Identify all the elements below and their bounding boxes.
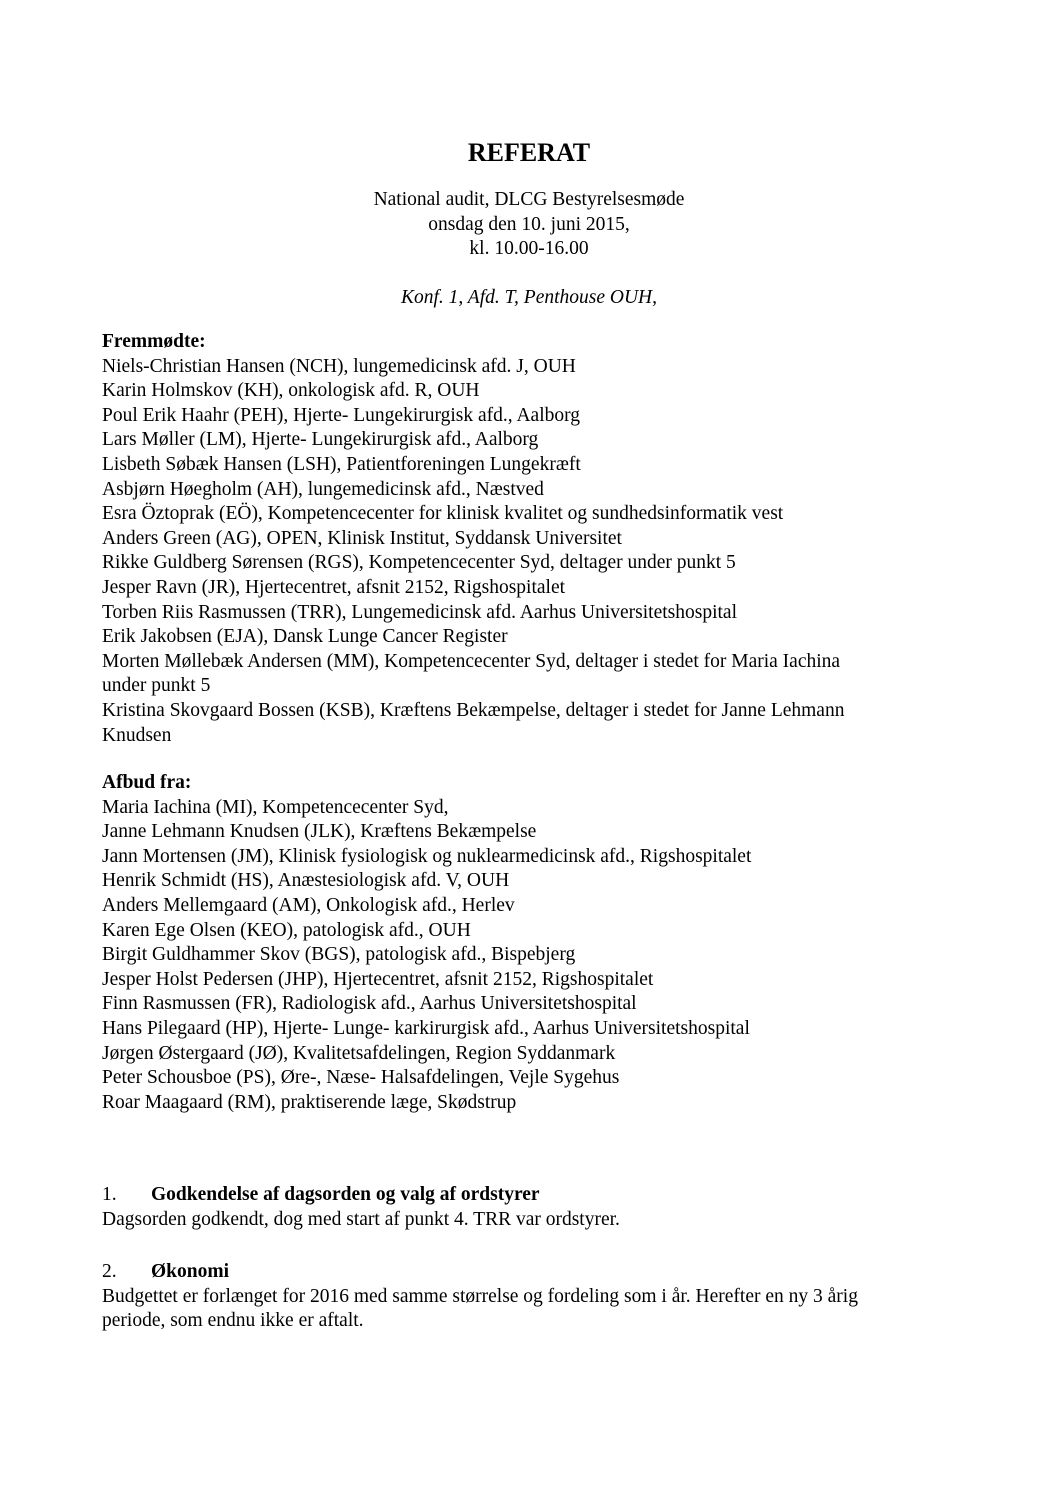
absent-line: Finn Rasmussen (FR), Radiologisk afd., Aarhus Universitetshospital bbox=[102, 993, 637, 1015]
agenda-number: 1. bbox=[102, 1184, 117, 1205]
absent-line: Jann Mortensen (JM), Klinisk fysiologisk og nuklearmedicinsk afd., Rigshospitalet bbox=[102, 845, 752, 867]
attendee-line: Lisbeth Søbæk Hansen (LSH), Patientforeningen Lungekræft bbox=[102, 453, 581, 475]
attendee-line: Niels-Christian Hansen (NCH), lungemedicinsk afd. J, OUH bbox=[102, 355, 576, 377]
absent-line: Peter Schousboe (PS), Øre-, Næse- Halsafdelingen, Vejle Sygehus bbox=[102, 1067, 620, 1089]
meeting-info bbox=[0, 188, 1058, 262]
attendee-line: Anders Green (AG), OPEN, Klinisk Institut, Syddansk Universitet bbox=[102, 527, 622, 549]
meeting-line: kl. 10.00-16.00 bbox=[469, 238, 589, 260]
agenda-title: Økonomi bbox=[151, 1261, 230, 1282]
attendee-line: under punkt 5 bbox=[102, 675, 211, 697]
absent-line: Janne Lehmann Knudsen (JLK), Kræftens Bekæmpelse bbox=[102, 821, 537, 843]
agenda-body-line: Dagsorden godkendt, dog med start af punkt 4. TRR var ordstyrer. bbox=[102, 1208, 620, 1230]
absent-line: Jesper Holst Pedersen (JHP), Hjertecentret, afsnit 2152, Rigshospitalet bbox=[102, 968, 654, 990]
attendee-line: Morten Møllebæk Andersen (MM), Kompetencecenter Syd, deltager i stedet for Maria Iachina bbox=[102, 650, 841, 672]
attendee-line: Asbjørn Høegholm (AH), lungemedicinsk afd., Næstved bbox=[102, 478, 544, 500]
absent-line: Birgit Guldhammer Skov (BGS), patologisk afd., Bispebjerg bbox=[102, 944, 576, 966]
attendee-line: Esra Öztoprak (EÖ), Kompetencecenter for klinisk kvalitet og sundhedsinformatik vest bbox=[102, 503, 784, 525]
absent-line: Hans Pilegaard (HP), Hjerte- Lunge- karkirurgisk afd., Aarhus Universitetshospital bbox=[102, 1017, 750, 1039]
absent-line: Jørgen Østergaard (JØ), Kvalitetsafdelingen, Region Syddanmark bbox=[102, 1042, 616, 1064]
agenda-number: 2. bbox=[102, 1261, 117, 1282]
attendee-line: Kristina Skovgaard Bossen (KSB), Kræftens Bekæmpelse, deltager i stedet for Janne Lehmann bbox=[102, 699, 845, 721]
attendee-line: Jesper Ravn (JR), Hjertecentret, afsnit 2152, Rigshospitalet bbox=[102, 576, 566, 598]
agenda-heading bbox=[102, 1183, 942, 1208]
absent-line: Henrik Schmidt (HS), Anæstesiologisk afd. V, OUH bbox=[102, 870, 510, 892]
attendee-line: Lars Møller (LM), Hjerte- Lungekirurgisk afd., Aalborg bbox=[102, 429, 539, 451]
absent-line: Roar Maagaard (RM), praktiserende læge, Skødstrup bbox=[102, 1091, 517, 1113]
attendees-section bbox=[102, 330, 942, 748]
attendee-line: Poul Erik Haahr (PEH), Hjerte- Lungekirurgisk afd., Aalborg bbox=[102, 404, 581, 426]
document-title: REFERAT bbox=[467, 138, 591, 167]
meeting-line: onsdag den 10. juni 2015, bbox=[428, 213, 630, 235]
absent-section bbox=[102, 771, 942, 1115]
absent-heading: Afbud fra: bbox=[102, 772, 192, 793]
attendee-line: Knudsen bbox=[102, 724, 172, 746]
agenda-body-line: periode, som endnu ikke er aftalt. bbox=[102, 1310, 364, 1332]
agenda-item-2 bbox=[102, 1260, 942, 1334]
meeting-line: National audit, DLCG Bestyrelsesmøde bbox=[373, 189, 685, 210]
absent-line: Anders Mellemgaard (AM), Onkologisk afd., Herlev bbox=[102, 894, 515, 916]
attendees-heading: Fremmødte: bbox=[102, 331, 206, 352]
attendee-line: Torben Riis Rasmussen (TRR), Lungemedicinsk afd. Aarhus Universitetshospital bbox=[102, 601, 738, 623]
absent-line: Karen Ege Olsen (KEO), patologisk afd., OUH bbox=[102, 919, 471, 941]
agenda-title: Godkendelse af dagsorden og valg af ordstyrer bbox=[151, 1184, 540, 1205]
attendee-line: Rikke Guldberg Sørensen (RGS), Kompetencecenter Syd, deltager under punkt 5 bbox=[102, 552, 736, 574]
attendee-line: Erik Jakobsen (EJA), Dansk Lunge Cancer Register bbox=[102, 626, 508, 648]
absent-line: Maria Iachina (MI), Kompetencecenter Syd, bbox=[102, 796, 449, 818]
attendee-line: Karin Holmskov (KH), onkologisk afd. R, OUH bbox=[102, 380, 480, 402]
agenda-body-line: Budgettet er forlænget for 2016 med samme størrelse og fordeling som i år. Herefter en ny 3 årig bbox=[102, 1285, 858, 1307]
meeting-location: Konf. 1, Afd. T, Penthouse OUH, bbox=[400, 287, 658, 308]
agenda-heading bbox=[102, 1260, 942, 1285]
agenda-item-1 bbox=[102, 1183, 942, 1232]
